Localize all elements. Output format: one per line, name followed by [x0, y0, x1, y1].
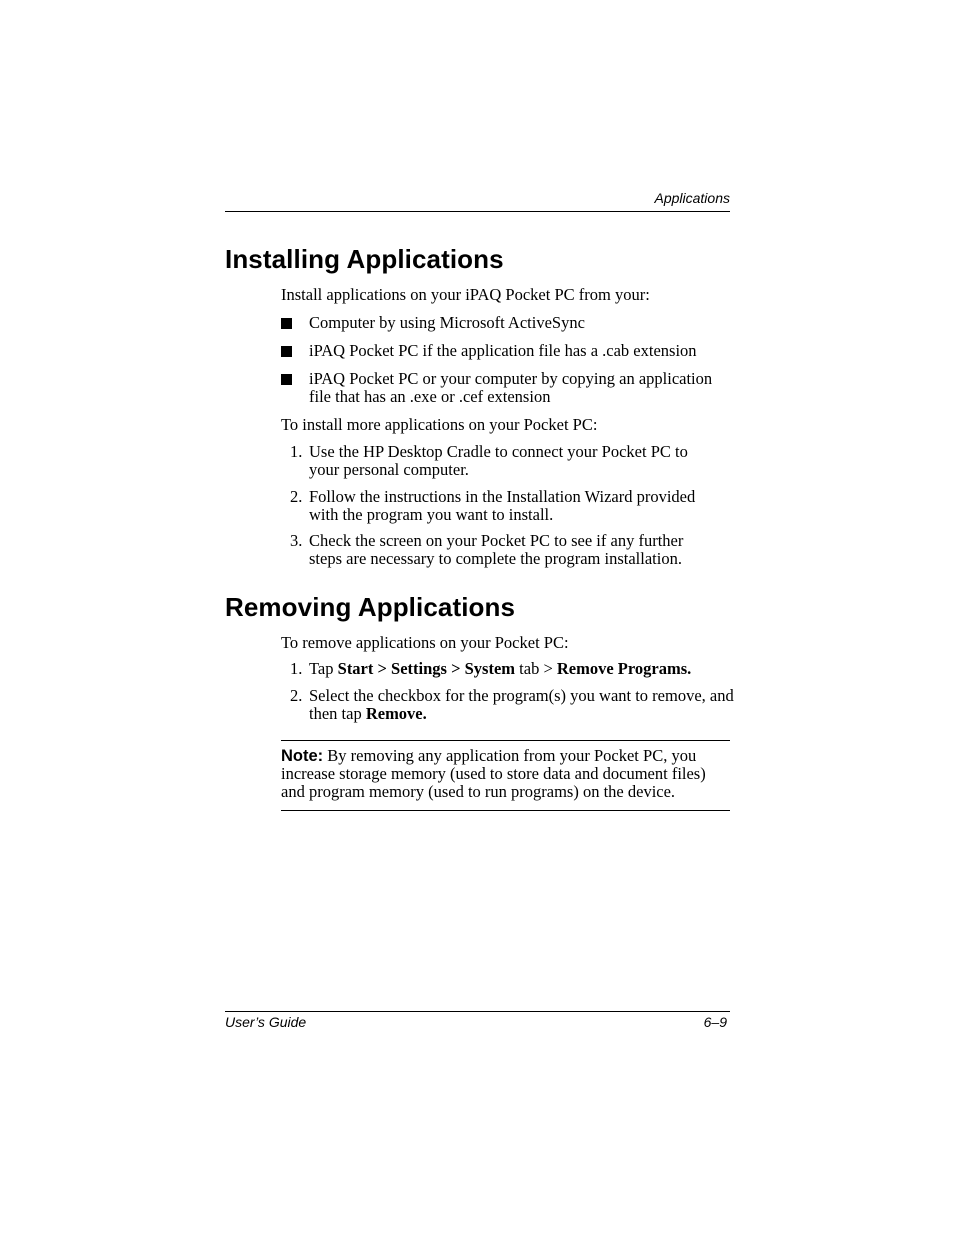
bullet-square-icon: [281, 346, 292, 357]
header-rule: [225, 211, 730, 212]
note-label: Note:: [281, 747, 324, 765]
step-text: Follow the instructions in the Installation Wizard provided with the program you want to install.: [309, 487, 696, 524]
bullet-square-icon: [281, 374, 292, 385]
footer-rule: [225, 1011, 730, 1012]
step-number: 2.: [290, 686, 303, 705]
step-text: Check the screen on your Pocket PC to see if any further steps are necessary to complete the program installation.: [309, 531, 684, 568]
removing-intro: To remove applications on your Pocket PC:: [281, 633, 569, 652]
note-block: [281, 747, 730, 801]
installing-intro: Install applications on your iPAQ Pocket PC from your:: [281, 285, 650, 304]
running-header-title: Applications: [654, 190, 730, 206]
step-number: 1.: [290, 659, 303, 678]
step-number: 2.: [290, 487, 303, 506]
bullet-item: Computer by using Microsoft ActiveSync: [309, 313, 585, 332]
bullet-square-icon: [281, 318, 292, 329]
footer-page-number: 6–9: [703, 1014, 727, 1030]
steps-intro: To install more applications on your Pocket PC:: [281, 415, 598, 434]
step-number: 1.: [290, 442, 303, 461]
menu-path-remove-programs: Remove Programs.: [556, 659, 692, 678]
note-top-rule: [281, 740, 730, 741]
step-text: tab >: [515, 659, 557, 678]
note-text: By removing any application from your Pocket PC, you increase storage memory (used to store data and document files) and program memory (used to run programs) on the device.: [281, 746, 706, 801]
removing-heading: Removing Applications: [225, 592, 516, 622]
step-number: 3.: [290, 531, 303, 550]
step-text: Select the checkbox for the program(s) you want to remove, and then tap: [309, 686, 734, 723]
menu-path-system: System: [460, 659, 516, 678]
bullet-item: iPAQ Pocket PC if the application file has a .cab extension: [309, 341, 697, 360]
step-text: Use the HP Desktop Cradle to connect your Pocket PC to your personal computer.: [309, 442, 688, 479]
remove-step-1: [309, 660, 739, 678]
remove-step-2: [309, 687, 734, 723]
step-text: Tap: [309, 659, 338, 678]
menu-path-start-settings: Start > Settings >: [337, 659, 461, 678]
note-bottom-rule: [281, 810, 730, 811]
bullet-item: iPAQ Pocket PC or your computer by copying an application file that has an .exe or .cef extension: [309, 369, 713, 406]
remove-command: Remove.: [365, 704, 427, 723]
footer-guide-title: User’s Guide: [225, 1014, 307, 1030]
installing-heading: Installing Applications: [225, 244, 504, 274]
